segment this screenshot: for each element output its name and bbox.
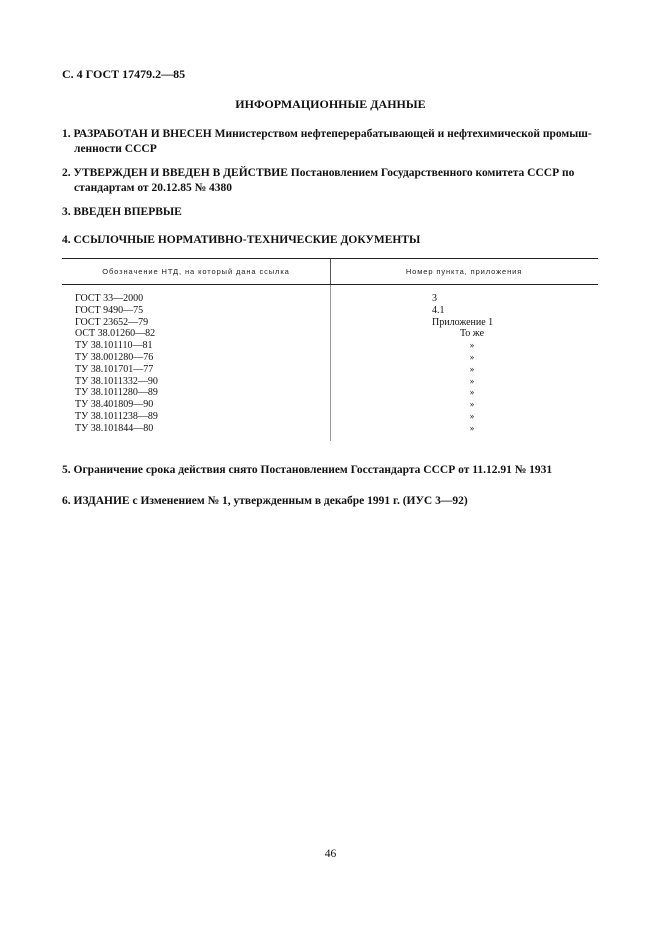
document-column (75, 293, 158, 435)
table-cell-ref: » (469, 410, 475, 421)
item-text: Постановлением Государственного комитета СССР по (290, 167, 575, 179)
info-item-1 (62, 127, 602, 157)
table-cell-doc: ГОСТ 9490—75 (75, 304, 144, 316)
item-text: Ограничение срока действия снято Постановлением Госстандарта СССР от 11.12.91 № 1931 (73, 464, 553, 476)
info-item-6 (62, 494, 602, 509)
table-cell-doc: ГОСТ 33—2000 (75, 293, 144, 304)
info-item-4 (62, 233, 602, 248)
item-lead: ССЫЛОЧНЫЕ НОРМАТИВНО-ТЕХНИЧЕСКИЕ ДОКУМЕНТЫ (73, 234, 421, 246)
table-cell-ref: » (469, 351, 475, 362)
table-cell-ref: Приложение 1 (432, 316, 494, 328)
clause-column (402, 293, 522, 435)
item-number: 3. (62, 206, 71, 218)
table-cell-doc: ТУ 38.101701—77 (75, 363, 154, 375)
table-cell-ref: » (469, 399, 475, 410)
table-cell-ref: » (469, 363, 475, 374)
table-cell-ref: 4.1 (432, 304, 445, 316)
item-lead: УТВЕРЖДЕН И ВВЕДЕН В ДЕЙСТВИЕ (73, 167, 288, 179)
table-cell-ref: » (469, 375, 475, 386)
table-cell-ref: То же (459, 328, 485, 340)
column-divider (330, 285, 331, 441)
item-text: ИЗДАНИЕ с Изменением № 1, утвержденным в декабре 1991 г. (ИУС 3—92) (73, 495, 468, 507)
table-cell-doc: ОСТ 38.01260—82 (75, 328, 156, 340)
page-number: 46 (324, 848, 337, 860)
item-number: 6. (62, 495, 71, 507)
table-cell-ref: » (469, 422, 475, 433)
item-number: 2. (62, 167, 71, 179)
table-cell-doc: ТУ 38.1011238—89 (75, 410, 158, 422)
table-cell-doc: ТУ 38.401809—90 (75, 399, 154, 411)
references-table (62, 258, 598, 438)
table-cell-doc: ТУ 38.101110—81 (75, 340, 153, 352)
item-text: Министерством нефтеперерабатывающей и нефтехимической промыш- (214, 128, 592, 140)
table-cell-ref: » (469, 387, 475, 398)
table-cell-ref: 3 (432, 293, 437, 304)
item-lead: РАЗРАБОТАН И ВНЕСЕН (73, 128, 212, 140)
section-title: ИНФОРМАЦИОННЫЕ ДАННЫЕ (235, 97, 426, 111)
item-text-continued: ленности СССР (74, 143, 157, 155)
item-lead: ВВЕДЕН ВПЕРВЫЕ (73, 206, 182, 218)
item-number: 1. (62, 128, 71, 140)
table-cell-ref: » (469, 340, 475, 351)
table-cell-doc: ТУ 38.101844—80 (75, 422, 154, 434)
document-code: С. 4 ГОСТ 17479.2—85 (62, 67, 186, 81)
table-cell-doc: ТУ 38.001280—76 (75, 351, 154, 363)
info-item-3 (62, 205, 602, 220)
column-header-clause: Номер пункта, приложения (405, 267, 523, 276)
info-item-5 (62, 463, 602, 478)
info-item-2 (62, 166, 602, 196)
item-number: 4. (62, 234, 71, 246)
table-cell-doc: ГОСТ 23652—79 (75, 316, 149, 328)
item-text-continued: стандартам от 20.12.85 № 4380 (74, 182, 233, 194)
table-cell-doc: ТУ 38.1011280—89 (75, 387, 158, 399)
column-header-document: Обозначение НТД, на который дана ссылка (102, 267, 290, 276)
table-cell-doc: ТУ 38.1011332—90 (75, 375, 158, 387)
item-number: 5. (62, 464, 71, 476)
